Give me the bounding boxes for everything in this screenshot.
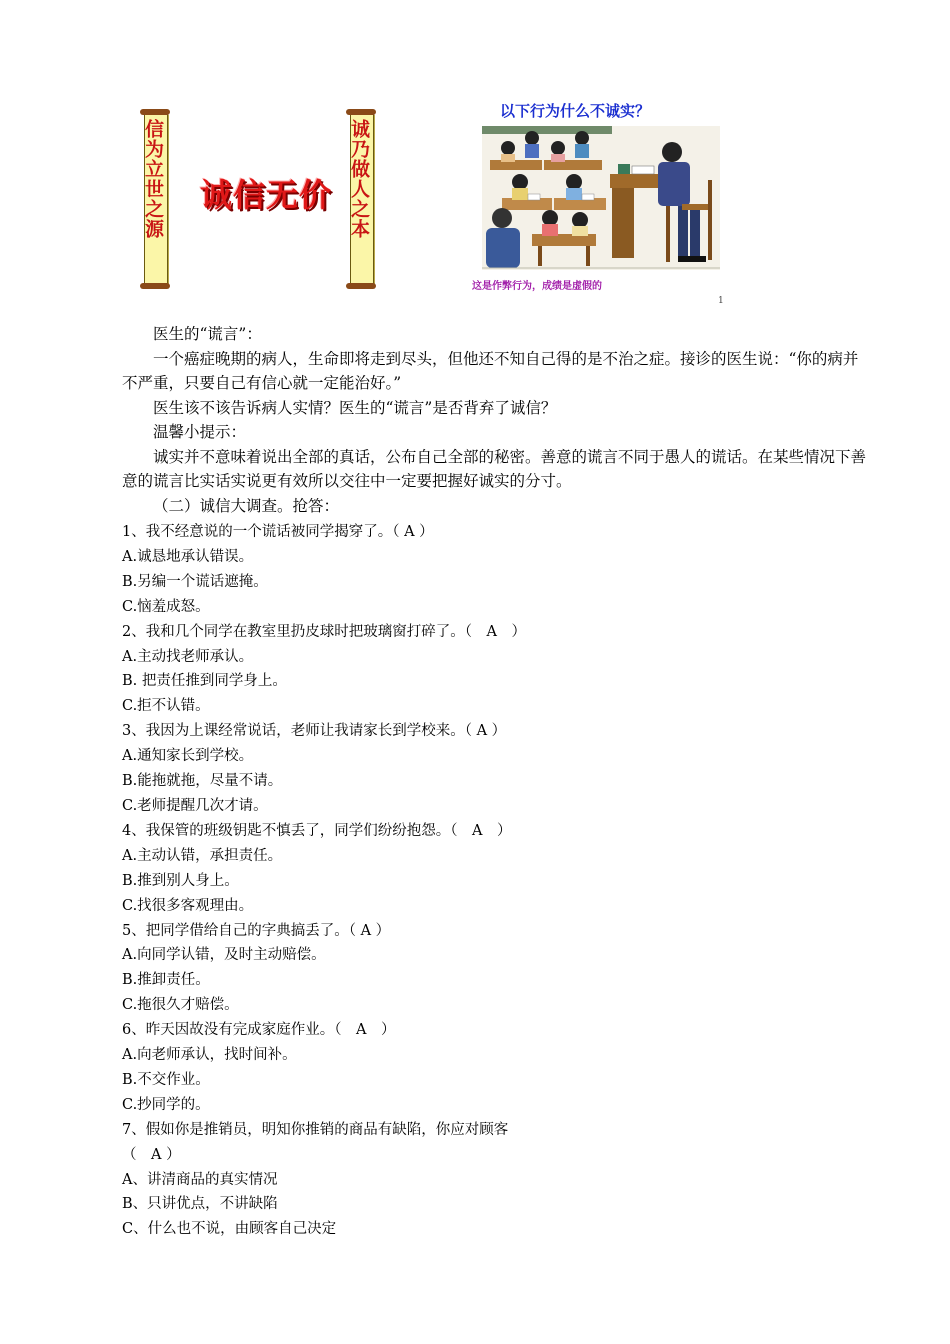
tip-heading: 温馨小提示： (153, 423, 247, 441)
quiz-line: A.主动认错，承担责任。 (122, 847, 283, 864)
classroom-caption-bottom: 这是作弊行为，成绩是虚假的 (472, 281, 602, 292)
quiz-line: B、只讲优点，不讲缺陷 (122, 1196, 278, 1213)
quiz-line: B. 把责任推到同学身上。 (122, 673, 287, 690)
quiz-line: C、什么也不说，由顾客自己决定 (122, 1221, 337, 1238)
quiz-line: 4、我保管的班级钥匙不慎丢了，同学们纷纷抱怨。（ A ） (122, 822, 512, 839)
quiz-line: A.诚恳地承认错误。 (122, 548, 254, 565)
quiz-line: A、讲清商品的真实情况 (122, 1171, 278, 1188)
quiz-line: C.恼羞成怒。 (122, 598, 210, 615)
banner-illustration (130, 100, 400, 300)
left-scroll-text: 信为立世之源 (142, 119, 164, 239)
right-scroll (350, 114, 374, 284)
quiz-line: A.向老师承认，找时间补。 (122, 1047, 297, 1064)
banner-title: 诚信无价 (200, 176, 333, 214)
quiz-line: 2、我和几个同学在教室里扔皮球时把玻璃窗打碎了。（ A ） (122, 623, 526, 640)
classroom-caption-top: 以下行为什么不诚实？ (500, 102, 651, 120)
left-scroll (144, 114, 168, 284)
quiz-line: C.老师提醒几次才请。 (122, 797, 268, 814)
quiz-line: B.不交作业。 (122, 1071, 210, 1088)
tip-body: 诚实并不意味着说出全部的真话，公布自己全部的秘密。善意的谎言不同于愚人的谎话。在某些情况下善意的谎言比实话实说更有效所以交往中一定要把握好诚实的分寸。 (122, 447, 867, 490)
quiz-line: B.能拖就拖，尽量不请。 (122, 773, 283, 790)
quiz-line: C.抄同学的。 (122, 1096, 210, 1113)
quiz-line: 6、昨天因故没有完成家庭作业。（ A ） (122, 1022, 396, 1039)
quiz-line: 7、假如你是推销员，明知你推销的商品有缺陷，你应对顾客 (122, 1121, 509, 1138)
quiz-line: B.另编一个谎话遮掩。 (122, 573, 268, 590)
quiz-line: （ A ） (122, 1146, 181, 1163)
quiz-line: 3、我因为上课经常说话，老师让我请家长到学校来。（ A ） (122, 723, 507, 740)
quiz-line: A.主动找老师承认。 (122, 648, 254, 665)
document-body (122, 322, 867, 1242)
quiz-section-heading: （二）诚信大调查。抢答： (153, 496, 340, 515)
classroom-scene-image (482, 126, 720, 270)
quiz-line: 5、把同学借给自己的字典搞丢了。（ A ） (122, 922, 391, 939)
quiz-line: B.推卸责任。 (122, 972, 210, 989)
right-scroll-text: 诚乃做人之本 (348, 119, 370, 239)
quiz-line: 1、我不经意说的一个谎话被同学揭穿了。（ A ） (122, 524, 434, 540)
quiz-line: A.通知家长到学校。 (122, 748, 254, 765)
quiz-line: C.拖很久才赔偿。 (122, 997, 239, 1014)
quiz-line: B.推到别人身上。 (122, 872, 239, 889)
quiz-line: A.向同学认错，及时主动赔偿。 (122, 947, 326, 964)
story-heading: 医生的“谎言”： (153, 325, 262, 343)
quiz-list (122, 520, 867, 1242)
quiz-line: C.找很多客观理由。 (122, 897, 254, 914)
classroom-illustration (470, 100, 730, 310)
quiz-line: C.拒不认错。 (122, 698, 210, 715)
story-question: 医生该不该告诉病人实情？医生的“谎言”是否背弃了诚信？ (153, 398, 557, 417)
story-body: 一个癌症晚期的病人，生命即将走到尽头，但他还不知自己得的是不治之症。接诊的医生说：“你的病并不严重，只要自己有信心就一定能治好。” (122, 349, 859, 392)
figure-page-number: 1 (718, 296, 724, 306)
